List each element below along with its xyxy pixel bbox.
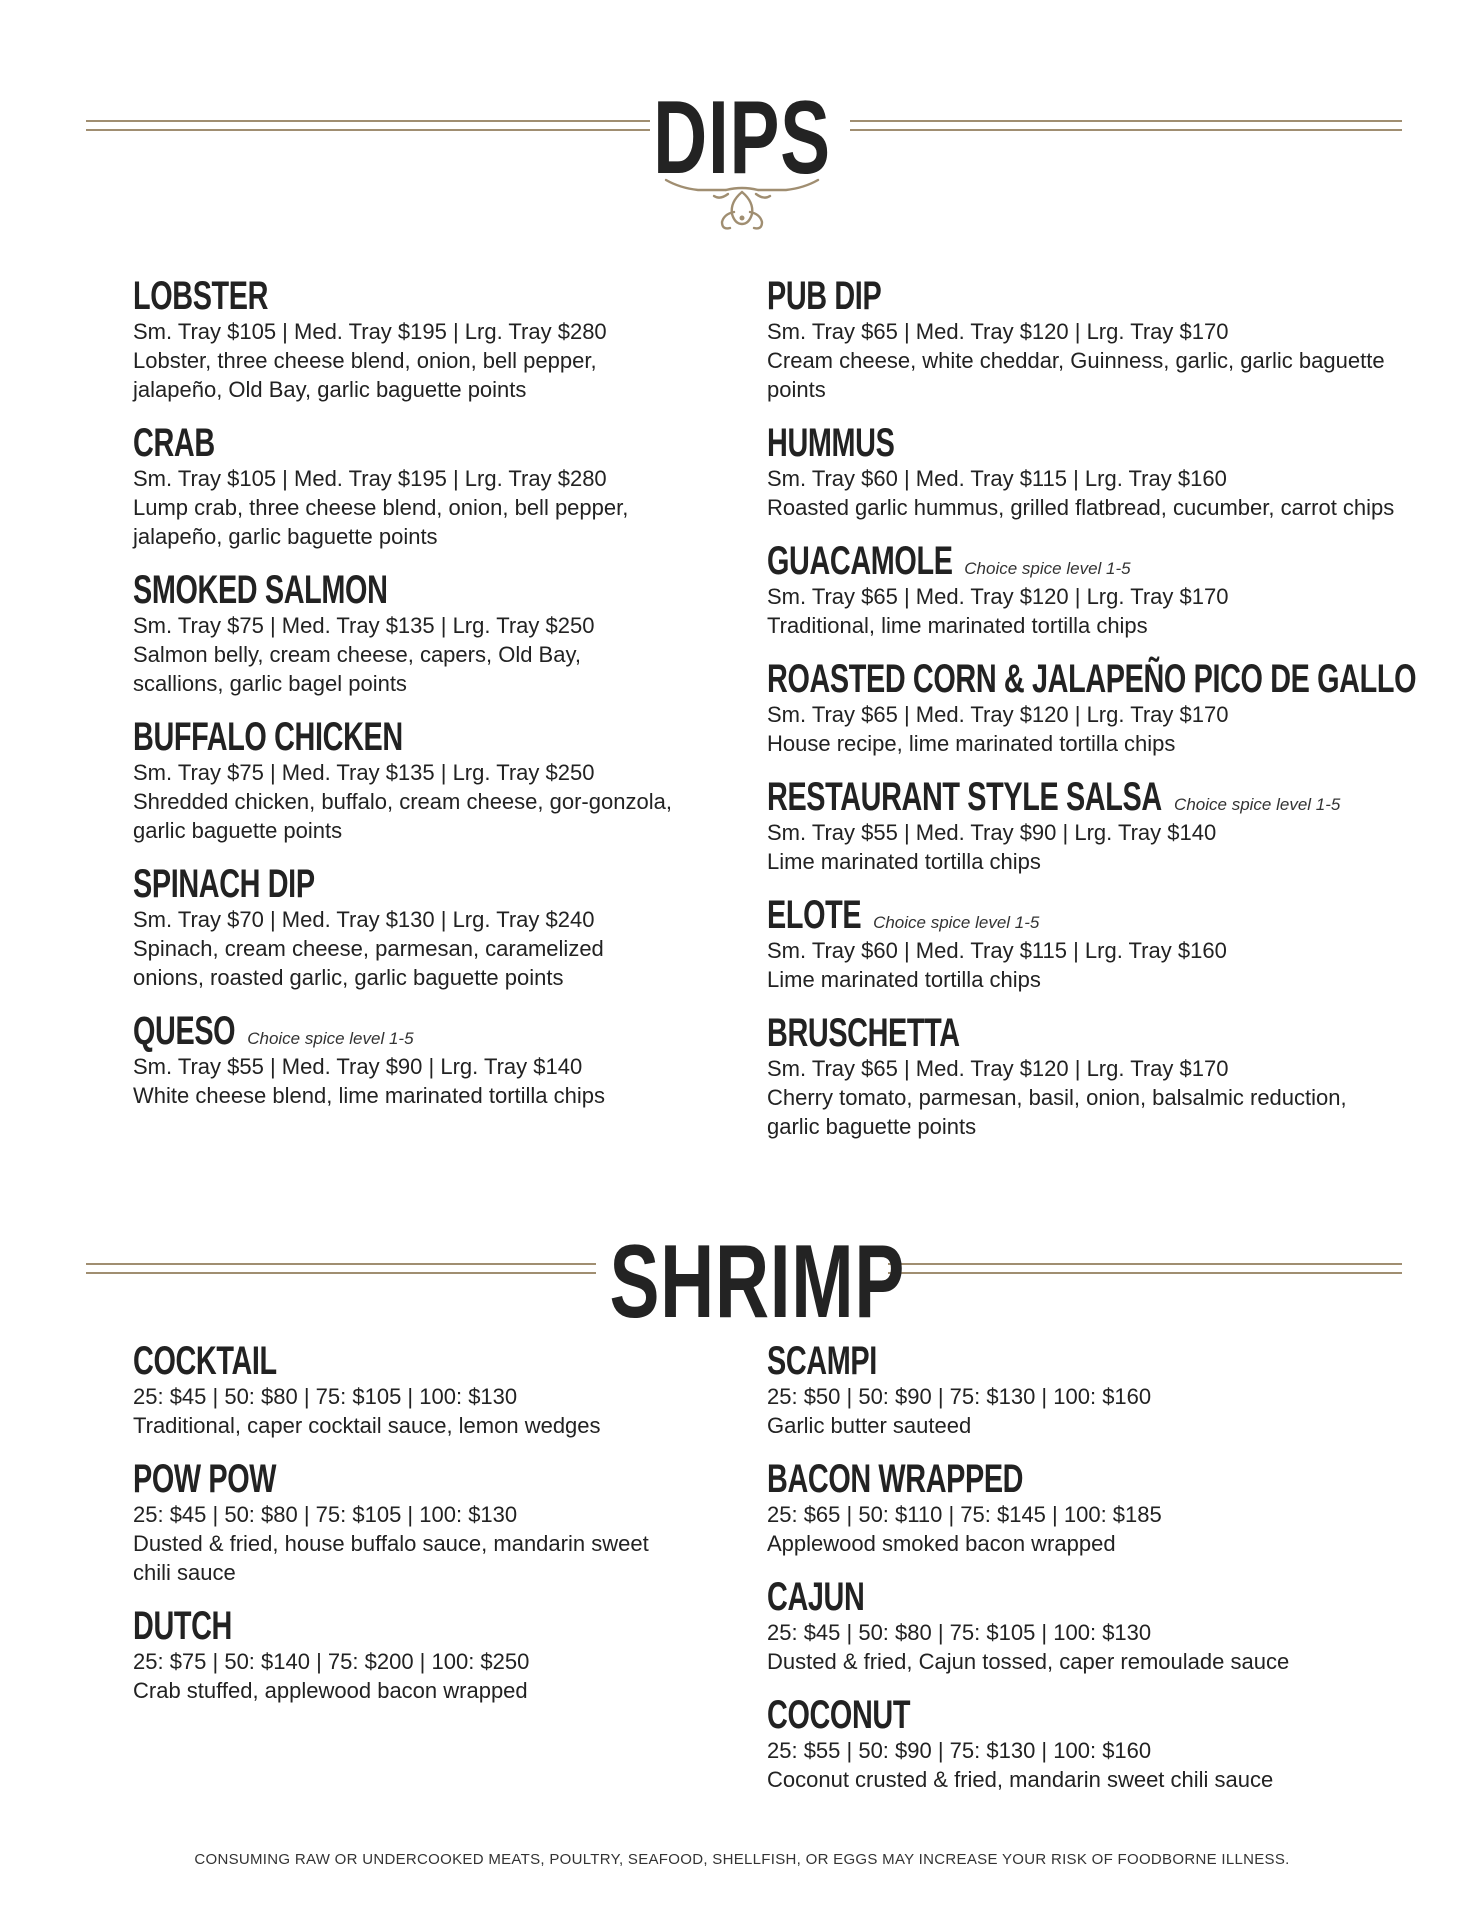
menu-item-header [767,894,1397,936]
menu-item-prices: Sm. Tray $65 | Med. Tray $120 | Lrg. Tray $170 [767,584,1229,609]
menu-item-header [767,657,1417,701]
menu-item-name: COCKTAIL [133,1339,277,1383]
menu-item-description: Dusted & fried, house buffalo sauce, mandarin sweet chili sauce [133,1531,649,1585]
menu-item-prices: Sm. Tray $75 | Med. Tray $135 | Lrg. Tray $250 [133,760,595,785]
menu-item [767,422,1397,522]
menu-item-description: Lime marinated tortilla chips [767,849,1041,874]
menu-item-description: House recipe, lime marinated tortilla chips [767,731,1176,756]
menu-item-description: Spinach, cream cheese, parmesan, caramelized onions, roasted garlic, garlic baguette points [133,936,604,990]
menu-item [767,275,1397,404]
menu-item-name: SPINACH DIP [133,862,315,906]
menu-item [133,1605,673,1705]
menu-item-name: BUFFALO CHICKEN [133,715,403,759]
menu-item-note: Choice spice level 1-5 [1174,795,1341,814]
menu-item-prices: Sm. Tray $65 | Med. Tray $120 | Lrg. Tray $170 [767,319,1229,344]
shrimp-divider-left [86,1263,596,1274]
menu-item-prices: 25: $75 | 50: $140 | 75: $200 | 100: $250 [133,1649,530,1674]
menu-item-name: POW POW [133,1457,277,1501]
shrimp-right-column [767,1340,1397,1812]
menu-item-header [133,1605,673,1647]
menu-item-prices: 25: $45 | 50: $80 | 75: $105 | 100: $130 [767,1620,1152,1645]
dips-divider-right [850,120,1402,131]
menu-item [767,1458,1397,1558]
dips-right-column [767,274,1417,1159]
menu-item-description: Lime marinated tortilla chips [767,967,1041,992]
menu-item-description: Salmon belly, cream cheese, capers, Old Bay, scallions, garlic bagel points [133,642,581,696]
menu-item-header [133,422,673,464]
menu-item-description: Crab stuffed, applewood bacon wrapped [133,1678,528,1703]
menu-item-name: GUACAMOLE [767,539,953,583]
menu-item [133,1458,673,1587]
menu-item-description: White cheese blend, lime marinated tortilla chips [133,1083,606,1108]
menu-item-description: Dusted & fried, Cajun tossed, caper remoulade sauce [767,1649,1290,1674]
menu-item-header [767,540,1397,582]
menu-item [767,657,1417,758]
menu-item [133,569,673,698]
menu-item-name: BACON WRAPPED [767,1457,1024,1501]
menu-item-header [133,569,673,611]
menu-item-prices: Sm. Tray $60 | Med. Tray $115 | Lrg. Tray $160 [767,466,1227,491]
menu-item-note: Choice spice level 1-5 [873,913,1040,932]
menu-item-description: Traditional, caper cocktail sauce, lemon wedges [133,1413,601,1438]
menu-item-header [133,1458,673,1500]
menu-item-header [133,1010,673,1052]
menu-item-description: Garlic butter sauteed [767,1413,972,1438]
menu-item [133,1010,673,1110]
menu-item-prices: Sm. Tray $75 | Med. Tray $135 | Lrg. Tray $250 [133,613,595,638]
menu-item-description: Roasted garlic hummus, grilled flatbread, cucumber, carrot chips [767,495,1395,520]
shrimp-divider-right [888,1263,1402,1274]
foodborne-illness-disclaimer: CONSUMING RAW OR UNDERCOOKED MEATS, POULTRY, SEAFOOD, SHELLFISH, OR EGGS MAY INCREASE YOUR RISK OF FOODBORNE ILLNESS. [194,1851,1290,1868]
menu-item-prices: Sm. Tray $55 | Med. Tray $90 | Lrg. Tray $140 [767,820,1217,845]
menu-item-note: Choice spice level 1-5 [964,559,1131,578]
menu-item [133,716,673,845]
menu-item-description: Applewood smoked bacon wrapped [767,1531,1116,1556]
menu-item [767,1012,1397,1141]
flourish-ornament-icon [662,172,822,234]
menu-item-name: ELOTE [767,893,862,937]
menu-item-description: Cream cheese, white cheddar, Guinness, garlic, garlic baguette points [767,348,1385,402]
menu-item-header [767,1340,1397,1382]
menu-item-name: SCAMPI [767,1339,877,1383]
menu-item-name: QUESO [133,1009,236,1053]
menu-item-prices: 25: $45 | 50: $80 | 75: $105 | 100: $130 [133,1502,518,1527]
menu-item-name: LOBSTER [133,274,269,318]
menu-item-name: BRUSCHETTA [767,1011,960,1055]
menu-item-note: Choice spice level 1-5 [247,1029,414,1048]
menu-item-name: CAJUN [767,1575,865,1619]
dips-left-column [133,275,673,1128]
menu-item [767,776,1397,876]
menu-item-prices: Sm. Tray $65 | Med. Tray $120 | Lrg. Tray $170 [767,1056,1229,1081]
menu-item-name: SMOKED SALMON [133,568,388,612]
menu-item-prices: Sm. Tray $105 | Med. Tray $195 | Lrg. Tray $280 [133,319,607,344]
menu-item-header [133,1340,673,1382]
dips-section-title: DIPS [653,80,831,196]
menu-item-description: Shredded chicken, buffalo, cream cheese, gor-gonzola, garlic baguette points [133,789,672,843]
menu-item-description: Traditional, lime marinated tortilla chips [767,613,1148,638]
menu-item [767,1340,1397,1440]
menu-item-prices: 25: $45 | 50: $80 | 75: $105 | 100: $130 [133,1384,518,1409]
menu-item-header [767,422,1397,464]
menu-item-header [133,863,673,905]
menu-item-name: COCONUT [767,1693,911,1737]
menu-item [767,540,1397,640]
menu-item-header [767,1012,1397,1054]
menu-item-header [767,1576,1397,1618]
menu-item-prices: Sm. Tray $105 | Med. Tray $195 | Lrg. Tray $280 [133,466,607,491]
menu-item-prices: 25: $50 | 50: $90 | 75: $130 | 100: $160 [767,1384,1152,1409]
menu-item-prices: 25: $55 | 50: $90 | 75: $130 | 100: $160 [767,1738,1152,1763]
menu-item [133,422,673,551]
shrimp-section-title: SHRIMP [609,1224,906,1340]
menu-item-prices: Sm. Tray $55 | Med. Tray $90 | Lrg. Tray $140 [133,1054,583,1079]
menu-item-prices: Sm. Tray $60 | Med. Tray $115 | Lrg. Tray $160 [767,938,1227,963]
menu-item-header [767,1458,1397,1500]
menu-item-name: CRAB [133,421,215,465]
menu-item-name: HUMMUS [767,421,895,465]
menu-item-name: ROASTED CORN & JALAPEÑO PICO DE GALLO [767,657,1417,701]
menu-item-description: Lump crab, three cheese blend, onion, bell pepper, jalapeño, garlic baguette points [133,495,629,549]
dips-divider-left [86,120,650,131]
menu-item [133,863,673,992]
menu-item-header [767,776,1397,818]
menu-item-header [133,716,673,758]
menu-item-name: DUTCH [133,1604,232,1648]
menu-item-description: Coconut crusted & fried, mandarin sweet chili sauce [767,1767,1274,1792]
menu-item-header [767,1694,1397,1736]
menu-item [767,1576,1397,1676]
menu-item [133,275,673,404]
shrimp-left-column [133,1340,673,1723]
menu-item-description: Lobster, three cheese blend, onion, bell pepper, jalapeño, Old Bay, garlic baguette points [133,348,597,402]
menu-item [767,1694,1397,1794]
menu-item-prices: 25: $65 | 50: $110 | 75: $145 | 100: $185 [767,1502,1162,1527]
menu-item-description: Cherry tomato, parmesan, basil, onion, balsalmic reduction, garlic baguette points [767,1085,1347,1139]
menu-item [767,894,1397,994]
menu-item-name: RESTAURANT STYLE SALSA [767,775,1162,819]
menu-item-prices: Sm. Tray $65 | Med. Tray $120 | Lrg. Tray $170 [767,702,1229,727]
menu-item-header [767,275,1397,317]
menu-item [133,1340,673,1440]
menu-item-name: PUB DIP [767,274,882,318]
menu-item-header [133,275,673,317]
menu-item-prices: Sm. Tray $70 | Med. Tray $130 | Lrg. Tray $240 [133,907,595,932]
